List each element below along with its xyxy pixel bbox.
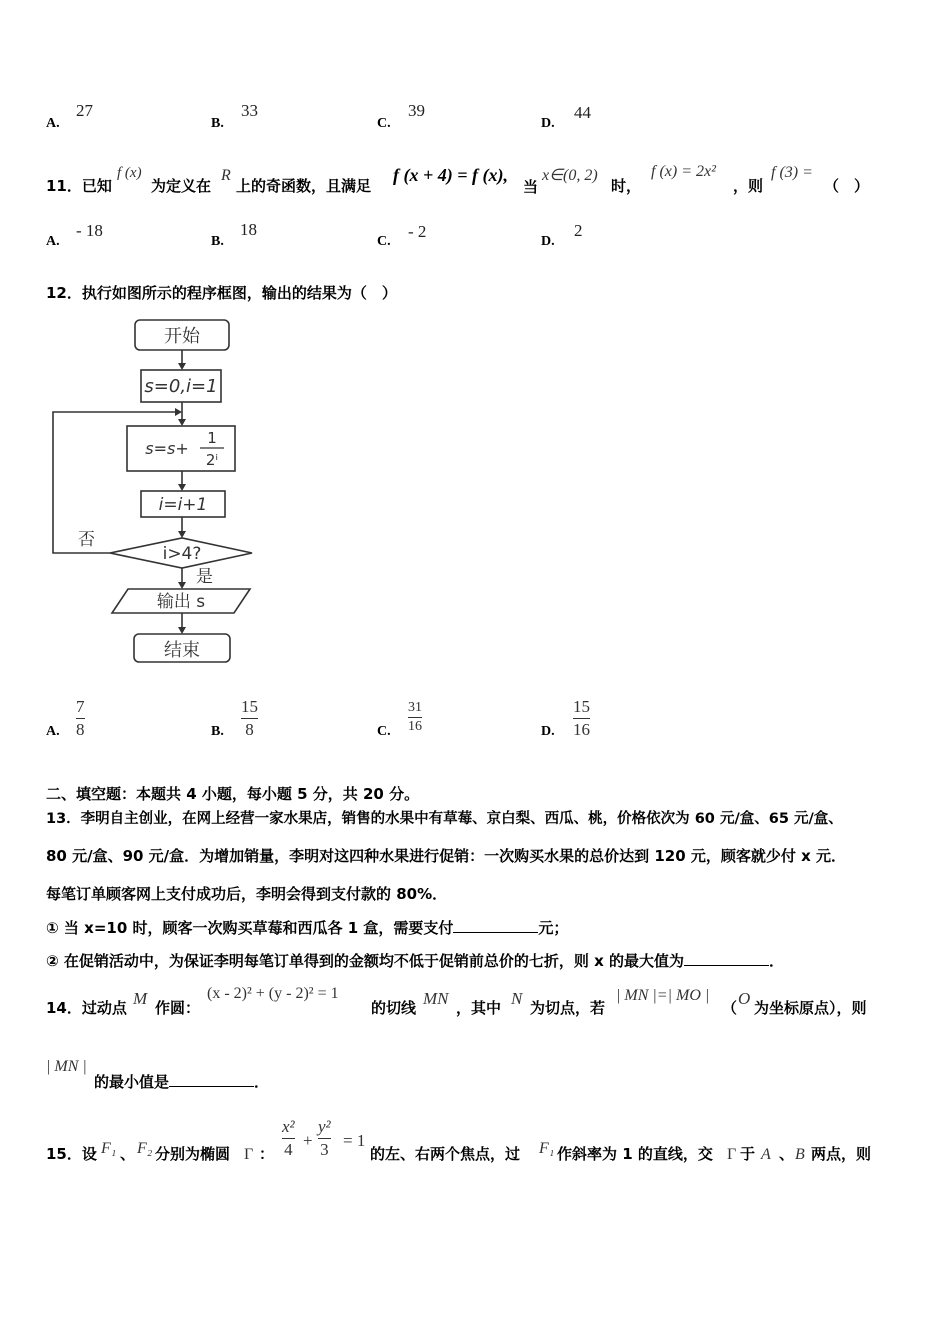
- q11-text-3: 当: [523, 178, 539, 196]
- q13-sub-1: [46, 917, 568, 938]
- q11-domain: x∈(0, 2): [542, 167, 598, 184]
- q15-Gamma-2: Γ: [727, 1146, 737, 1163]
- q11-number: 11．已知: [46, 177, 112, 195]
- q15-text-6: 两点，则: [811, 1145, 872, 1163]
- q14-condition: | MN |=| MO |: [616, 987, 710, 1004]
- q13-sub-2-text: ② 在促销活动中，为保证李明每笔订单得到的金额均不低于促销前总价的七折，则 x 的最大值为: [46, 952, 685, 970]
- q12-option-c-den: 16: [408, 719, 422, 734]
- q13-line-1: 13．李明自主创业，在网上经营一家水果店，销售的水果中有草莓、京白梨、西瓜、桃，价格依次为 60 元/盒、65 元/盒、: [46, 811, 843, 827]
- q14-text-1: 14．过动点: [46, 999, 127, 1017]
- q13-blank-1[interactable]: [453, 918, 538, 933]
- q14-text-9: ．: [254, 1073, 270, 1091]
- q14-text-7: 为坐标原点），则: [754, 999, 867, 1017]
- q15-Gamma: Γ: [244, 1146, 254, 1163]
- q15-text-5: 于: [740, 1145, 756, 1163]
- section-2-title: 二、填空题：本题共 4 小题，每小题 5 分，共 20 分。: [46, 785, 420, 803]
- q14-blank[interactable]: [169, 1072, 254, 1087]
- q15-F1: F₁: [101, 1140, 117, 1157]
- flow-output-text: 输出 s: [156, 592, 206, 612]
- q15-colon: ：: [259, 1145, 275, 1163]
- q12-option-b-fraction: [241, 697, 258, 740]
- flow-start-text: 开始: [164, 326, 200, 347]
- q11-text-5: ，则: [733, 177, 764, 195]
- q10-option-b-value: 33: [241, 101, 258, 120]
- q12-stem: 12．执行如图所示的程序框图，输出的结果为（ ）: [46, 284, 397, 302]
- q15-plus: +: [303, 1131, 313, 1150]
- q15-d3: 3: [320, 1140, 329, 1159]
- q12-option-c-label: C.: [377, 724, 391, 739]
- flow-init-text: s=0,i=1: [144, 376, 218, 397]
- q11-option-d-label: D.: [541, 234, 555, 249]
- q14-text-6: （: [722, 999, 738, 1017]
- q12-option-c-num: 31: [408, 700, 422, 715]
- q10-option-a-label: A.: [46, 116, 60, 131]
- q11-text-2: 上的奇函数，且满足: [236, 177, 372, 195]
- q11-option-c-value: - 2: [408, 222, 427, 241]
- q11-paren: （ ）: [824, 177, 870, 195]
- q11-definition: f (x) = 2x²: [651, 163, 716, 180]
- q15-text-4: 作斜率为 1 的直线，交: [557, 1145, 713, 1163]
- q11-option-a-value: - 18: [76, 221, 103, 240]
- q10-option-d-value: 44: [574, 103, 591, 122]
- flow-update-num: 1: [207, 429, 217, 447]
- q11-option-a-label: A.: [46, 234, 60, 249]
- q14-answer-line: [94, 1071, 269, 1092]
- q11-option-d-value: 2: [574, 221, 583, 240]
- q15-x2: x²: [282, 1117, 295, 1136]
- q14-N: N: [511, 989, 523, 1008]
- flow-update-prefix: s=s+: [145, 439, 189, 458]
- q10-option-d-label: D.: [541, 116, 555, 131]
- q15-sep-2: 、: [779, 1145, 795, 1163]
- flow-update-den: 2ⁱ: [205, 451, 219, 469]
- q12-option-b-num: 15: [241, 697, 258, 716]
- flow-no-label: 否: [78, 530, 95, 550]
- q14-text-2: 作圆：: [155, 999, 201, 1017]
- q15-x-fraction: [282, 1117, 295, 1160]
- q13-line-3: 每笔订单顾客网上支付成功后，李明会得到支付款的 80%．: [46, 885, 448, 903]
- q11-text-4: 时，: [611, 177, 642, 195]
- q11-equation: f (x + 4) = f (x),: [393, 165, 508, 185]
- q13-line-2: 80 元/盒、90 元/盒．为增加销量，李明对这四种水果进行促销：一次购买水果的总价达到 120 元，顾客就少付 x 元．: [46, 847, 847, 865]
- q11-fx: f (x): [117, 165, 142, 181]
- q10-option-c-value: 39: [408, 101, 425, 120]
- q12-option-d-label: D.: [541, 724, 555, 739]
- flow-inc-text: i=i+1: [158, 495, 208, 515]
- q14-abs-MN: | MN |: [46, 1058, 87, 1075]
- q12-option-c-fraction: [408, 700, 422, 735]
- q15-y-fraction: [318, 1117, 331, 1160]
- q13-sub-2-end: ．: [769, 952, 785, 970]
- q15-text-1: 15．设: [46, 1145, 97, 1163]
- q14-text-4: ，其中: [456, 999, 502, 1017]
- q12-option-a-label: A.: [46, 724, 60, 739]
- q12-option-a-den: 8: [76, 720, 85, 739]
- q15-sep-1: 、: [120, 1145, 136, 1163]
- q11-R: R: [221, 167, 231, 184]
- q12-option-b-label: B.: [211, 724, 224, 739]
- q11-text-1: 为定义在: [151, 177, 212, 195]
- q14-text-8: 的最小值是: [94, 1073, 170, 1091]
- q12-option-d-fraction: [573, 697, 590, 740]
- q11-ask: f (3) =: [771, 164, 813, 181]
- q14-M: M: [133, 989, 148, 1008]
- q12-flowchart: [40, 315, 270, 675]
- q12-option-b-den: 8: [245, 720, 254, 739]
- q11-option-b-label: B.: [211, 234, 224, 249]
- q13-blank-2[interactable]: [684, 951, 769, 966]
- q11-option-c-label: C.: [377, 234, 391, 249]
- q14-MN: MN: [423, 989, 449, 1008]
- q15-A: A: [761, 1146, 771, 1163]
- flow-loop-line: [53, 412, 180, 553]
- q13-sub-1-unit: 元；: [538, 919, 569, 937]
- q15-F2: F₂: [137, 1140, 153, 1157]
- q10-option-b-label: B.: [211, 116, 224, 131]
- q15-d4: 4: [284, 1140, 293, 1159]
- q15-eq-one: = 1: [343, 1131, 366, 1150]
- q13-sub-1-text: ① 当 x=10 时，顾客一次购买草莓和西瓜各 1 盒，需要支付: [46, 919, 454, 937]
- q15-y2: y²: [318, 1117, 331, 1136]
- flow-cond-text: i>4?: [162, 544, 202, 564]
- q10-option-c-label: C.: [377, 116, 391, 131]
- q10-option-a-value: 27: [76, 101, 93, 120]
- q14-O: O: [738, 989, 751, 1008]
- q12-option-a-fraction: [76, 697, 85, 740]
- q12-option-a-num: 7: [76, 697, 85, 716]
- q13-sub-2: [46, 950, 784, 971]
- q12-option-d-num: 15: [573, 697, 590, 716]
- q12-option-d-den: 16: [573, 720, 590, 739]
- q15-B: B: [795, 1146, 805, 1163]
- q14-text-5: 为切点，若: [530, 999, 606, 1017]
- flow-end-text: 结束: [164, 640, 200, 661]
- q15-text-2: 分别为椭圆: [155, 1145, 231, 1163]
- q14-text-3: 的切线: [371, 999, 417, 1017]
- flow-yes-label: 是: [196, 567, 213, 587]
- q15-F1-b: F₁: [539, 1140, 555, 1157]
- q11-option-b-value: 18: [240, 220, 257, 239]
- q14-circle-equation: (x - 2)² + (y - 2)² = 1: [207, 985, 339, 1002]
- q15-text-3: 的左、右两个焦点，过: [370, 1145, 521, 1163]
